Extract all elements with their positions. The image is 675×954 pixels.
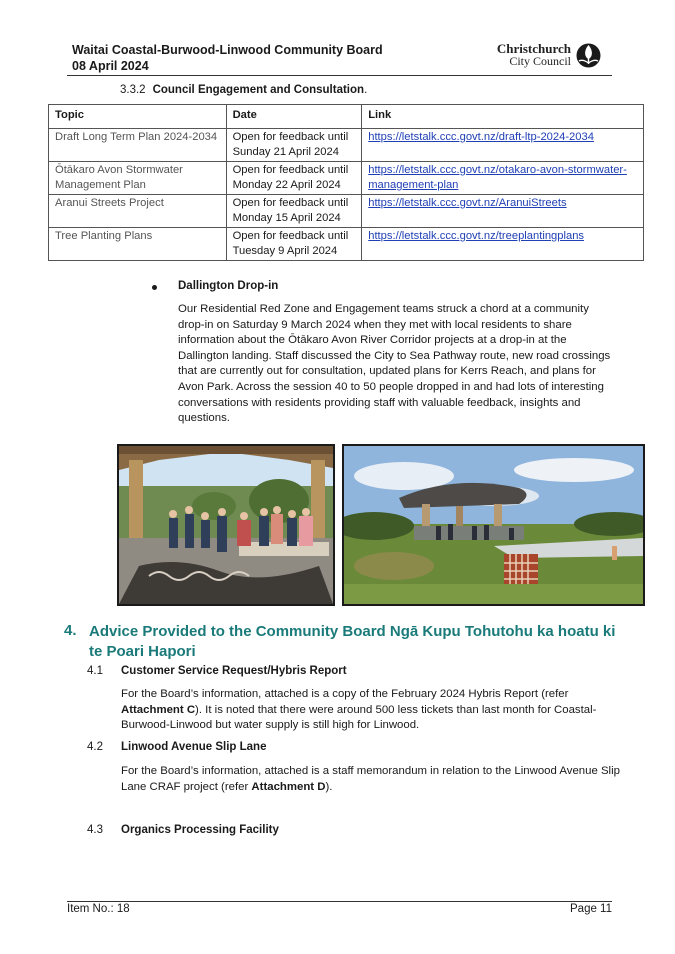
- table-row: [49, 162, 644, 195]
- consultation-link[interactable]: https://letstalk.ccc.govt.nz/AranuiStreets: [368, 197, 567, 209]
- item-4-1-paragraph: [121, 687, 621, 734]
- council-emblem-icon: [576, 43, 601, 68]
- attachment-c-reference: Attachment C: [121, 703, 196, 716]
- item-4-2-paragraph: [121, 764, 621, 795]
- item-4-2-text-start: For the Board’s information, attached is a staff memorandum in relation to the Linwood Avenue Slip Lane CRAF project (refer: [121, 765, 620, 793]
- table-row: [49, 129, 644, 162]
- logo-line-2: City Council: [509, 54, 571, 68]
- council-logo: [497, 41, 601, 71]
- header-divider: [67, 75, 612, 76]
- subsection-heading: [120, 84, 367, 96]
- subsection-suffix: .: [364, 84, 368, 96]
- bullet-icon: [152, 285, 157, 290]
- date-cell: Open for feedback until Sunday 21 April 2024: [226, 129, 362, 162]
- engagement-table: [48, 104, 644, 261]
- topic-cell: Draft Long Term Plan 2024-2034: [49, 129, 227, 162]
- board-name: Waitai Coastal-Burwood-Linwood Community Board: [72, 43, 383, 57]
- item-4-2-number: 4.2: [87, 741, 103, 753]
- item-4-1-text-start: For the Board’s information, attached is a copy of the February 2024 Hybris Report (refer: [121, 688, 569, 700]
- footer-item-number: Item No.: 18: [67, 903, 130, 915]
- dropin-photo-pavilion-landscape: [342, 444, 645, 606]
- item-4-1-number: 4.1: [87, 665, 103, 677]
- column-header-date: Date: [226, 105, 362, 129]
- item-4-1-text-end: ). It is noted that there were around 500 less tickets than last month for Coastal-Burwood-Linwood but water supply is still high for Linwood.: [121, 703, 597, 732]
- table-row: [49, 195, 644, 228]
- item-4-2-heading: Linwood Avenue Slip Lane: [121, 741, 267, 753]
- consultation-link[interactable]: https://letstalk.ccc.govt.nz/treeplantingplans: [368, 230, 585, 242]
- dropin-paragraph: Our Residential Red Zone and Engagement teams struck a chord at a community drop-in on Saturday 9 March 2024 when they met with local residents to share information about the Ōtākaro Avon River Corridor projects at a drop-in at the Dallington landing. Staff discussed the City to Sea Pathway route, new road crossings that are currently out for consultation, updated plans for Kerrs Reach, and plans for Avon Park. Across the session 40 to 50 people dropped in and had lots of interesting conversations with residents providing staff with valuable feedback, insights and questions.: [178, 303, 611, 425]
- item-4-3-heading: Organics Processing Facility: [121, 824, 279, 836]
- date-cell: Open for feedback until Monday 22 April 2024: [226, 162, 362, 195]
- meeting-date: 08 April 2024: [72, 59, 149, 73]
- date-cell: Open for feedback until Tuesday 9 April 2024: [226, 228, 362, 261]
- topic-cell: Aranui Streets Project: [49, 195, 227, 228]
- item-4-2-text-end: ).: [325, 780, 333, 793]
- item-4-3-number: 4.3: [87, 824, 103, 836]
- consultation-link[interactable]: https://letstalk.ccc.govt.nz/otakaro-avon-stormwater-management-plan: [368, 164, 627, 191]
- table-row: [49, 228, 644, 261]
- dropin-heading: Dallington Drop-in: [178, 280, 279, 292]
- footer-page-number: Page 11: [570, 903, 612, 915]
- topic-cell: Tree Planting Plans: [49, 228, 227, 261]
- link-cell: [362, 195, 644, 228]
- document-header: [72, 42, 383, 74]
- subsection-title: Council Engagement and Consultation: [152, 84, 365, 96]
- column-header-topic: Topic: [49, 105, 227, 129]
- dropin-photo-pavilion-crowd: [117, 444, 335, 606]
- logo-line-1: Christchurch: [496, 41, 571, 56]
- attachment-d-reference: Attachment D: [251, 780, 326, 793]
- subsection-number: 3.3.2: [120, 84, 146, 96]
- topic-cell: Ōtākaro Avon Stormwater Management Plan: [49, 162, 227, 195]
- link-cell: [362, 228, 644, 261]
- link-cell: [362, 129, 644, 162]
- table-header-row: [49, 105, 644, 129]
- date-cell: Open for feedback until Monday 15 April 2024: [226, 195, 362, 228]
- section-4-number: 4.: [64, 622, 77, 639]
- consultation-link[interactable]: https://letstalk.ccc.govt.nz/draft-ltp-2024-2034: [368, 131, 594, 143]
- link-cell: [362, 162, 644, 195]
- item-4-1-heading: Customer Service Request/Hybris Report: [121, 665, 347, 677]
- footer-divider: [67, 901, 612, 902]
- column-header-link: Link: [362, 105, 644, 129]
- section-4-title: Advice Provided to the Community Board Ngā Kupu Tohutohu ka hoatu ki te Poari Hapori: [89, 623, 616, 660]
